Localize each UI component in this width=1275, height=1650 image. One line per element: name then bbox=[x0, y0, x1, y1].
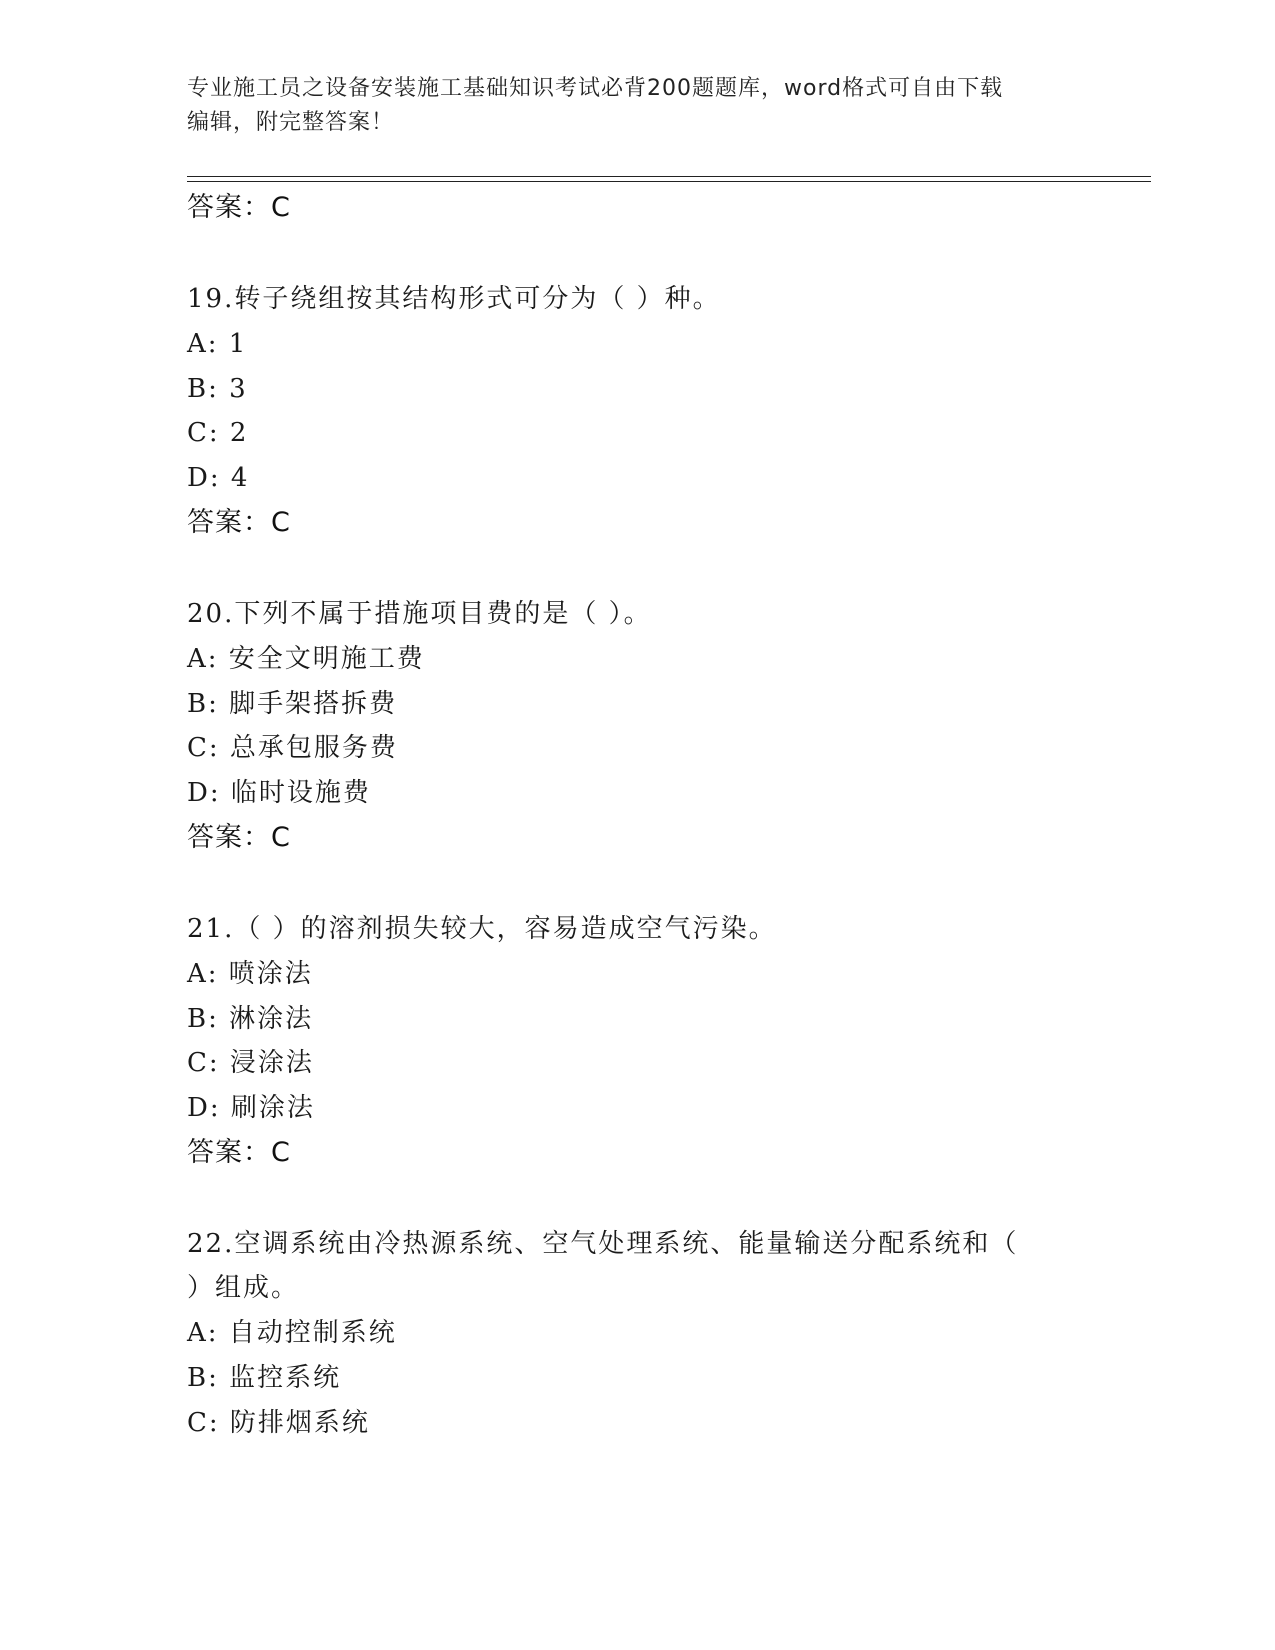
header-divider-top bbox=[187, 176, 1151, 177]
question-21-option-a: A: 喷涂法 bbox=[187, 959, 313, 989]
question-20-option-b: B: 脚手架搭拆费 bbox=[187, 689, 398, 719]
document-header bbox=[187, 72, 1087, 140]
question-21-option-b: B: 淋涂法 bbox=[187, 1004, 314, 1034]
question-22-stem-line-2: ）组成。 bbox=[187, 1273, 300, 1303]
question-22-option-b: B: 监控系统 bbox=[187, 1363, 342, 1393]
header-line-1: 专业施工员之设备安装施工基础知识考试必背200题题库，word格式可自由下载 bbox=[187, 76, 1004, 101]
question-21-option-d: D: 刷涂法 bbox=[187, 1093, 315, 1123]
question-19-option-a: A: 1 bbox=[187, 329, 248, 359]
question-22-option-c: C: 防排烟系统 bbox=[187, 1408, 370, 1438]
question-22-stem-line-1: 22.空调系统由冷热源系统、空气处理系统、能量输送分配系统和（ bbox=[187, 1229, 1019, 1259]
question-19-stem: 19.转子绕组按其结构形式可分为（ ）种。 bbox=[187, 284, 721, 314]
question-20-option-d: D: 临时设施费 bbox=[187, 778, 371, 808]
question-20-stem: 20.下列不属于措施项目费的是（ ）。 bbox=[187, 599, 652, 629]
header-line-2: 编辑，附完整答案！ bbox=[187, 110, 395, 135]
question-21-option-c: C: 浸涂法 bbox=[187, 1048, 314, 1078]
question-20-answer: 答案：C bbox=[187, 822, 291, 853]
header-divider-bottom bbox=[187, 181, 1151, 182]
question-21-answer: 答案：C bbox=[187, 1137, 291, 1168]
question-20-option-a: A: 安全文明施工费 bbox=[187, 644, 425, 674]
previous-answer: 答案：C bbox=[187, 192, 291, 223]
question-19-answer: 答案：C bbox=[187, 507, 291, 538]
question-19-option-d: D: 4 bbox=[187, 463, 250, 493]
question-20-option-c: C: 总承包服务费 bbox=[187, 733, 398, 763]
question-19-option-c: C: 2 bbox=[187, 418, 249, 448]
question-21-stem: 21.（ ）的溶剂损失较大，容易造成空气污染。 bbox=[187, 914, 777, 944]
question-19-option-b: B: 3 bbox=[187, 374, 248, 404]
question-22-option-a: A: 自动控制系统 bbox=[187, 1318, 397, 1348]
